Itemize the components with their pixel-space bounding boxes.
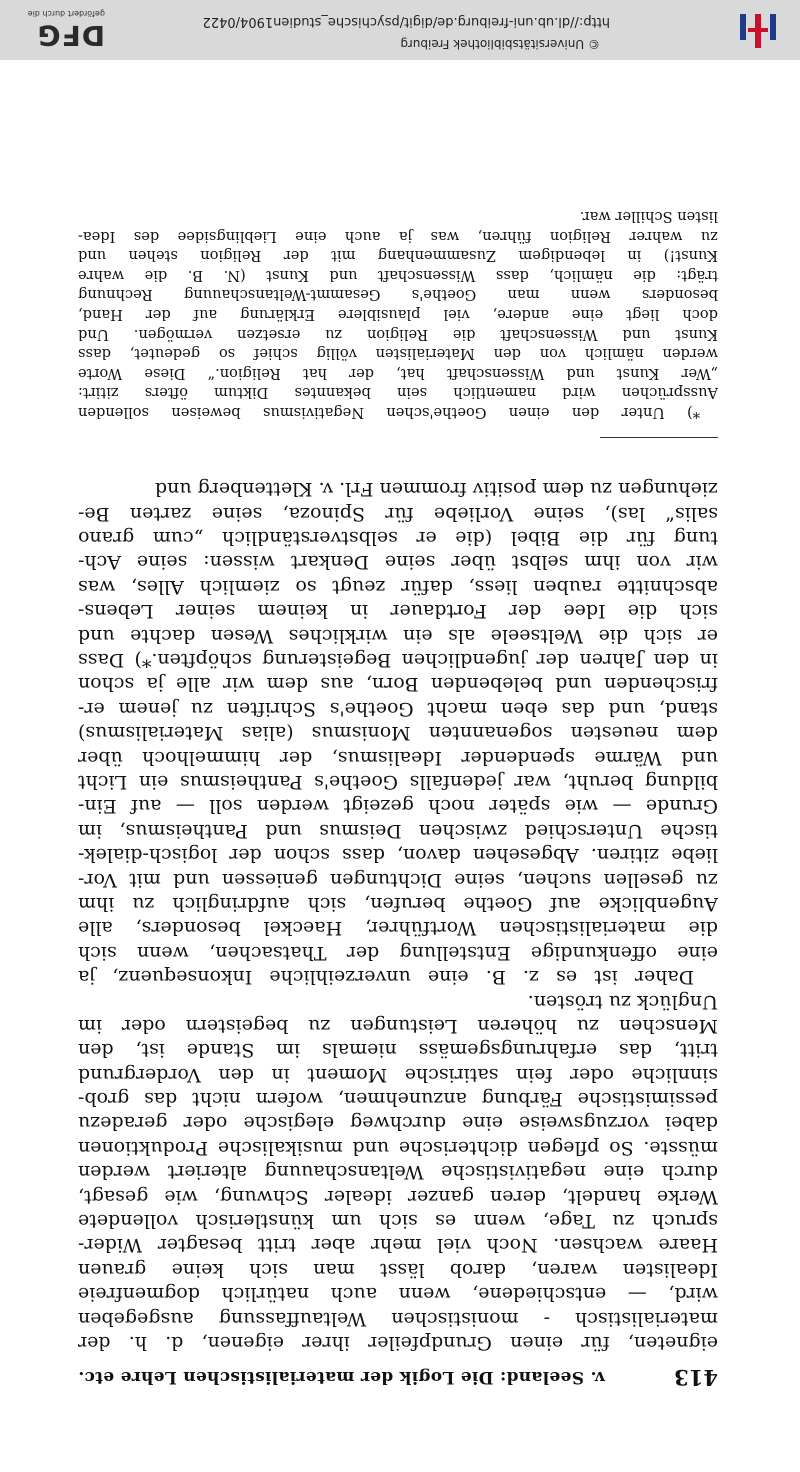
footnote-line: *) Unter den einen Goethe'schen Negativismus beweisen sollenden [78, 404, 700, 421]
body-line: in den Jahren der jugendlichen Begeisterung schöpften.*) Dass [78, 649, 718, 672]
body-line: stand, und das eben macht Goethe's Schriften zu jenem er- [78, 697, 718, 720]
body-line: bildung beruht, war jedenfalls Goethe's Pantheismus ein Licht [78, 771, 718, 794]
body-line: eigneten, für einen Grundpfeiler ihrer eigenen, d. h. der [78, 1332, 718, 1354]
library-logo-icon [736, 6, 780, 54]
body-line: liebe zitiren. Abgesehen davon, dass schon der logisch-dialek- [78, 844, 718, 867]
page-number: 413 [674, 1365, 718, 1390]
body-line: tung für die Bibel (die er selbstverständlich „cum grano [78, 527, 718, 550]
digitization-footer [0, 0, 800, 60]
footnote [78, 206, 718, 422]
body-line: Idealisten waren, darob lässt man sich keine grauen [78, 1258, 718, 1281]
footnote-line: „Wer Kunst und Wissenschaft hat, der hat Religion.“ Diese Worte [78, 364, 718, 382]
body-line: dem neuesten sogenannten Monismus (alias Materialismus) [78, 722, 718, 745]
body-line: materialistisch - monistischen Weltauffassung ausgegeben [78, 1307, 718, 1330]
source-url[interactable]: http://dl.ub.uni-freiburg.de/digit/psychische_studien1904/0422 [202, 14, 610, 29]
dfg-tagline: gefördert durch die [27, 9, 105, 18]
body-line: sich die Idee der Fortdauer in keinem seiner Lebens- [78, 600, 718, 623]
body-line: tritt, das erfahrungsgemäss niemals im Stande ist, den [78, 1039, 718, 1062]
body-line: durch eine negativistische Weltanschauung alteriert werden [78, 1161, 718, 1184]
body-line: Unglück zu trösten. [527, 990, 718, 1013]
footnote-line: Kunst!) in lebendigem Zusammenhang mit der Religion stehen und [78, 247, 718, 265]
body-line: sinnliche oder fein satirische Moment in den Vordergrund [78, 1063, 718, 1086]
copyright-notice: © Universitätsbibliothek Freiburg [400, 37, 600, 51]
body-line: Menschen zu höheren Leistungen zu begeistern oder im [78, 1014, 718, 1037]
footnote-line: Kunst und Wissenschaft die Religion zu ersetzen vermögen. Und [78, 325, 718, 343]
body-line: spruch zu Tage, wenn es sich um künstlerisch vollendete [78, 1210, 718, 1233]
footnote-line: listen Schiller war. [579, 208, 718, 226]
body-line: wird, — entschiedene, wenn auch natürlich dogmenfreie [78, 1283, 718, 1306]
body-line: die materialistischen Wortführer, Haeckel besonders, alle [78, 917, 718, 940]
page-header [78, 1364, 718, 1390]
body-line: dabei vorzugsweise eine durchweg elegische oder geradezu [78, 1112, 718, 1135]
body-line: abschnitte rauben liess, dafür zeugt so ziemlich Alles, was [78, 575, 718, 598]
footnote-line: werden nämlich von den Materialisten völlig schief so gedeutet, dass [78, 345, 718, 363]
body-line: ziehungen zu dem positiv frommen Frl. v. Klettenberg und [154, 478, 718, 501]
body-line: Haare wachsen. Noch viel mehr aber tritt besagter Wider- [78, 1234, 718, 1257]
footnote-line: besonders wenn man Goethe's Gesammt-Weltanschauung Rechnung [78, 286, 718, 304]
body-line: wir von ihm selbst über seine Denkart wissen: seine Ach- [78, 551, 718, 574]
body-text [78, 477, 718, 1355]
footnote-line: zu wahrer Religion führen, was ja auch eine Lieblingsidee des Idea- [78, 227, 718, 245]
body-line: pessimistische Färbung anzunehmen, wofern nicht das grob- [78, 1088, 718, 1111]
body-line: frischenden und belebenden Born, aus dem wir alle ja schon [78, 673, 718, 696]
body-line: er sich die Weltseele als ein wirkliches Wesen dachte und [78, 624, 718, 647]
footnote-line: trägt: die nämlich, dass Wissenschaft und Kunst (N. B. die wahre [78, 266, 718, 284]
body-line: tische Unterschied zwischen Deismus und Pantheismus, im [78, 819, 718, 842]
body-line: zu gesellen suchen, seine Dichtungen geniessen und mit Vor- [78, 868, 718, 891]
body-line: Augenblicke auf Goethe berufen, sich aufdringlich zu ihm [78, 892, 718, 915]
body-line: Daher ist es z. B. eine unverzeihliche Inkonsequenz, ja [78, 966, 694, 989]
footnote-line: doch liegt eine andere, viel plausiblere Erklärung auf der Hand, [78, 306, 718, 324]
dfg-logo [15, 8, 105, 52]
body-line: eine offenkundige Entstellung der Thatsachen, wenn sich [78, 941, 718, 964]
body-line: salis“ las), seine Vorliebe für Spinoza, seine zarten Be- [78, 502, 718, 525]
dfg-logo-text: DFG [36, 19, 105, 52]
running-head: v. Seeland: Die Logik der materialistischen Lehre etc. [78, 1367, 605, 1387]
body-line: Werke handelt, deren ganzer idealer Schwung, wie gesagt, [78, 1185, 718, 1208]
body-line: Grunde — wie später noch gezeigt werden soll — auf Ein- [78, 795, 718, 818]
footnote-divider [600, 437, 718, 438]
body-line: müsste. So pflegen dichterische und musikalische Produktionen [78, 1136, 718, 1159]
footnote-line: Aussprüchen wird namentlich sein bekanntes Diktum öfters zitirt: [78, 384, 718, 402]
body-line: und Wärme spendender Idealismus, der himmelhoch über [78, 746, 718, 769]
